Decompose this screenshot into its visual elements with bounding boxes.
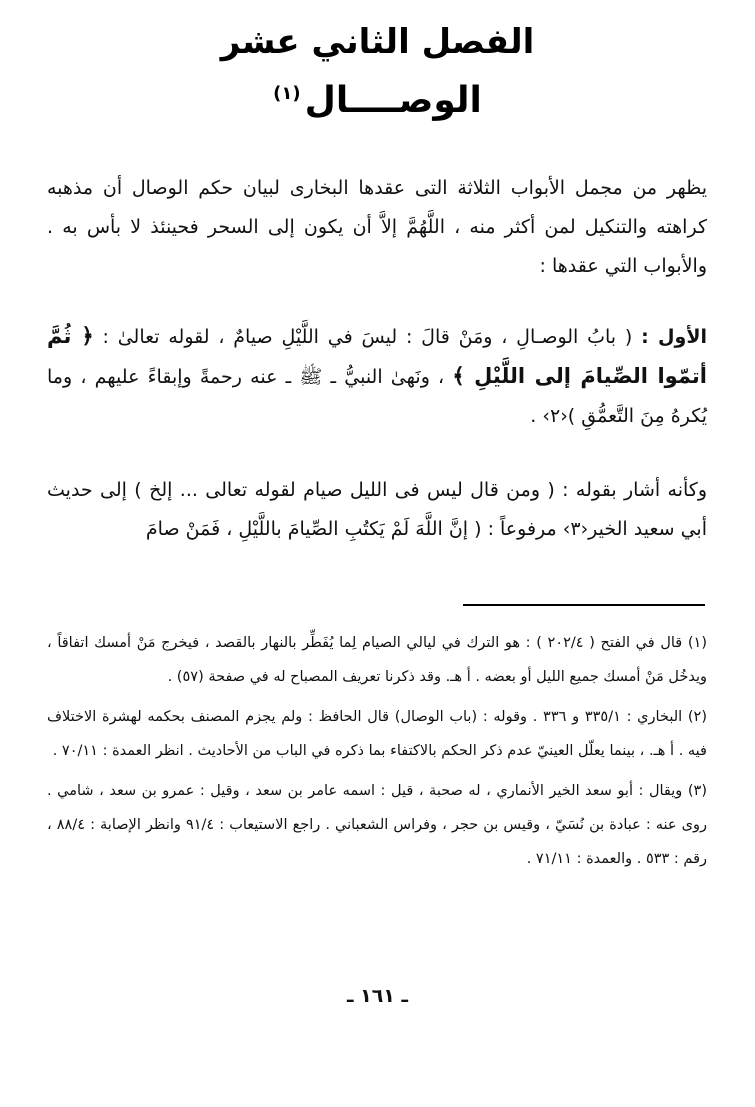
footnote-number: (١) [687,635,708,651]
second-paragraph: وكأنه أشار بقوله : ( ومن قال ليس فى الليل صيام لقوله تعالى ... إلخ ) إلى حديث أبي سعيد الخير‹٣› مرفوعاً : ( إنَّ اللَّهَ لَمْ يَكتُبِ الصِّيامَ باللَّيْلِ ، فَمَنْ صامَ [47,479,707,540]
footnote-text: قال في الفتح ( ٢٠٢/٤ ) : هو الترك في ليالي الصيام لِما يُفَطِّر بالنهار بالقصد ، فيخرج مَنْ أمسك اتفاقاً ، ويدخُل مَنْ أمسك جميع الليل أو بعضه . أ هـ. وقد ذكرنا تعريف المصباح له في صفحة (٥٧) . [47,635,707,685]
first-label: الأول : [641,326,708,348]
footnote-divider [463,604,705,606]
first-text-a: ( بابُ الوصـالِ ، ومَنْ قالَ : ليسَ في اللَّيْلِ صيامٌ ، لقوله تعالىٰ : [102,326,633,348]
section-footnote-ref[interactable]: (١) [273,83,301,104]
chapter-title: الفصل الثاني عشر [220,22,535,62]
footnote-text: البخاري : ٣٣٥/١ و ٣٣٦ . وقوله : (باب الوصال) قال الحافظ : ولم يجزم المصنف بحكمه لهشرة الاختلاف فيه . أ هـ. ، بينما يعلّل العينيّ عدم ذكر الحكم بالاكتفاء بما ذكره في الباب من الأحاديث . انظر العمدة : ٧٠/١١ . [47,709,707,759]
footnote-3 [47,774,707,876]
intro-paragraph: يظهر من مجمل الأبواب الثلاثة التى عقدها البخارى لبيان حكم الوصال أن مذهبه كراهته والتنكيل لمن أكثر منه ، اللَّهُمَّ إلاَّ أن يكون إلى السحر فحينئذ لا بأس به . والأبواب التي عقدها : [47,177,707,277]
footnote-1 [47,626,707,694]
first-chapter-paragraph [47,317,707,436]
section-title [0,80,755,121]
footnote-number: (٢) [687,709,707,725]
footnote-number: (٣) [687,783,708,799]
footnote-2 [47,700,707,768]
footnotes [47,626,707,882]
section-title-text: الوصــــال [304,80,482,121]
quran-verse: ﴿ ثُمَّ أتمّوا الصِّيامَ إلى اللَّيْلِ ﴾ [47,324,707,388]
footnote-text: ويقال : أبو سعد الخير الأنماري ، له صحبة ، قيل : اسمه عامر بن سعد ، وقيل : عمرو بن سعد ، شامي . روى عنه : عبادة بن نُسَيّ ، وقيس بن حجر ، وفراس الشعباني . راجع الاستيعاب : ٩١/٤ وانظر الإصابة : ٨٨/٤ ، رقم : ٥٣٣ . والعمدة : ٧١/١١ . [47,783,708,867]
first-text-b: ، ونَهىٰ النبيُّ ـ ﷺ ـ عنه رحمةً وإبقاءً عليهم ، وما يُكرهُ مِنَ التَّعمُّقِ )‹٢› . [47,366,707,427]
page-number: ـ ١٦١ ـ [346,985,408,1007]
